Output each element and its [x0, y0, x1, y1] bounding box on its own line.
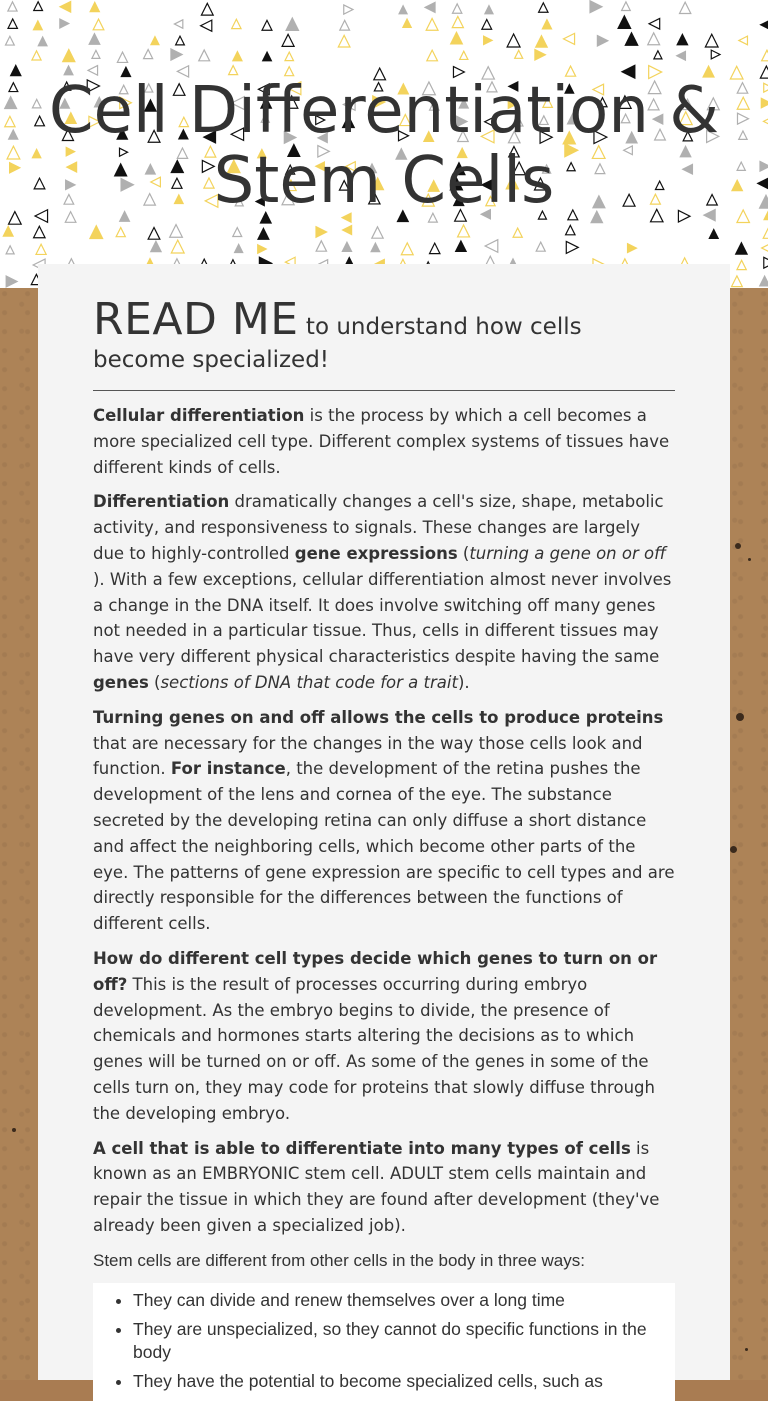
pattern-triangle: [5, 36, 14, 45]
page-title: [0, 76, 768, 216]
pattern-triangle: [233, 52, 242, 61]
pattern-triangle: [736, 243, 747, 254]
pattern-triangle: [711, 50, 720, 59]
term-differentiation: Differentiation: [93, 492, 230, 512]
pattern-triangle: [739, 36, 748, 45]
paragraph-text: Stem cells are different from other cells in the body in three ways:: [93, 1250, 585, 1270]
pattern-triangle: [151, 37, 159, 45]
pattern-triangle: [144, 50, 153, 59]
pattern-triangle: [89, 34, 100, 45]
pattern-triangle: [618, 16, 631, 29]
pattern-triangle: [628, 244, 637, 253]
pattern-triangle: [32, 51, 41, 60]
pattern-triangle: [371, 243, 380, 252]
pattern-triangle: [340, 20, 350, 30]
pattern-triangle: [171, 240, 184, 253]
pattern-triangle: [649, 18, 660, 29]
pattern-triangle: [648, 33, 660, 45]
paragraph-text: (: [457, 543, 470, 563]
paragraph-turning-genes: [93, 705, 675, 937]
pattern-triangle: [338, 35, 350, 47]
pattern-triangle: [709, 229, 718, 238]
definition-genes: sections of DNA that code for a trait: [160, 672, 458, 692]
paragraph-text: dramatically changes a cell's size, shape, metabolic activity, and responsiveness to signals. These changes are largely due to highly-controlled: [93, 492, 664, 563]
list-item: • They can divide and renew themselves over a long time: [133, 1289, 663, 1312]
pattern-triangle: [564, 33, 575, 44]
pattern-triangle: [427, 50, 438, 61]
pattern-triangle: [263, 52, 272, 61]
pattern-triangle: [590, 1, 602, 13]
pattern-triangle: [60, 1, 71, 12]
pattern-triangle: [761, 20, 768, 29]
pattern-triangle: [171, 49, 182, 60]
pattern-triangle: [485, 240, 498, 253]
term-gene-expressions: gene expressions: [294, 543, 458, 563]
pattern-triangle: [316, 227, 327, 238]
pattern-triangle: [262, 20, 272, 30]
pattern-triangle: [258, 245, 267, 254]
pattern-triangle: [316, 241, 326, 251]
pattern-triangle: [458, 225, 470, 237]
key-statement-proteins: Turning genes on and off allows the cells to produce proteins: [93, 707, 664, 727]
term-cellular-differentiation: Cellular differentiation: [93, 406, 305, 425]
pattern-triangle: [3, 226, 13, 236]
paragraph-text: ).: [457, 672, 470, 692]
pattern-triangle: [677, 51, 686, 60]
list-item: • They have the potential to become specialized cells, such as: [133, 1370, 663, 1393]
pattern-triangle: [176, 36, 185, 45]
pattern-triangle: [654, 51, 662, 59]
pattern-triangle: [452, 4, 461, 13]
pattern-triangle: [90, 226, 103, 239]
pattern-triangle: [151, 241, 161, 251]
pattern-triangle: [536, 36, 548, 48]
pattern-triangle: [199, 50, 210, 61]
pattern-triangle: [403, 19, 411, 27]
term-for-instance: For instance: [170, 759, 286, 779]
pattern-triangle: [513, 228, 522, 237]
pattern-triangle: [60, 19, 69, 28]
heading-divider: [93, 390, 675, 391]
pattern-triangle: [116, 227, 125, 236]
pattern-triangle: [342, 242, 351, 251]
cork-speck: [730, 846, 737, 853]
pattern-triangle: [117, 52, 127, 62]
pattern-triangle: [426, 18, 438, 30]
pattern-triangle: [425, 2, 435, 12]
paragraph-cellular-differentiation: [93, 403, 675, 480]
pattern-triangle: [90, 2, 99, 11]
cork-speck: [748, 558, 751, 561]
pattern-triangle: [452, 16, 463, 27]
pattern-triangle: [566, 241, 578, 253]
pattern-triangle: [507, 34, 520, 47]
definition-gene-expressions: turning a gene on or off: [469, 543, 667, 563]
pattern-triangle: [539, 3, 548, 12]
term-embryonic-stem-cell: A cell that is able to differentiate into many types of cells: [93, 1138, 631, 1158]
paragraph-text: that are necessary for the changes in the way those cells look and function.: [93, 733, 643, 779]
pattern-triangle: [764, 257, 768, 268]
pattern-triangle: [232, 19, 241, 28]
cork-speck: [745, 1348, 748, 1351]
pattern-triangle: [622, 2, 631, 11]
pattern-triangle: [679, 2, 690, 13]
paragraph-differentiation: [93, 489, 675, 695]
header-banner: [0, 0, 768, 288]
content-body: [93, 294, 675, 1401]
pattern-triangle: [93, 19, 104, 30]
cork-speck: [736, 713, 744, 721]
pattern-triangle: [515, 50, 523, 58]
pattern-triangle: [343, 226, 352, 235]
pattern-triangle: [732, 276, 743, 287]
pattern-triangle: [34, 226, 46, 238]
pattern-triangle: [6, 276, 17, 287]
pattern-triangle: [170, 225, 183, 238]
pattern-triangle: [201, 3, 213, 15]
pattern-triangle: [285, 52, 294, 61]
page-title-text: Cell Differentiation & Stem Cells: [48, 74, 720, 218]
pattern-triangle: [625, 33, 637, 45]
pattern-triangle: [677, 34, 687, 44]
readme-big-text: READ ME: [93, 294, 299, 345]
pattern-triangle: [484, 36, 492, 44]
pattern-triangle: [282, 34, 294, 46]
pattern-triangle: [36, 244, 46, 254]
pattern-triangle: [451, 32, 463, 44]
pattern-triangle: [705, 34, 718, 47]
pattern-triangle: [372, 227, 383, 238]
pattern-triangle: [762, 243, 768, 252]
pattern-triangle: [201, 20, 212, 31]
pattern-triangle: [762, 50, 768, 61]
pattern-triangle: [597, 36, 607, 46]
paragraph-cell-types-decide: [93, 946, 675, 1127]
pattern-triangle: [737, 260, 746, 269]
list-item: • They are unspecialized, so they cannot do specific functions in the body: [133, 1318, 663, 1364]
pattern-triangle: [38, 37, 47, 46]
pattern-triangle: [460, 51, 468, 59]
paragraph-text: , the development of the retina pushes the development of the lens and cornea of the eye. The substance secreted by the developing retina can only diffuse a short distance and affect the neighboring cells, which become other parts of the eye. The patterns of gene expression are specific to cell types and are directly responsible for the differences between the functions of different cells.: [93, 759, 675, 934]
pattern-triangle: [235, 244, 243, 252]
pattern-triangle: [430, 243, 440, 253]
pattern-triangle: [456, 241, 466, 251]
pattern-triangle: [92, 50, 100, 58]
pattern-triangle: [286, 18, 298, 30]
content-card: [38, 264, 730, 1391]
pattern-triangle: [233, 228, 242, 237]
paragraph-text: (: [148, 672, 161, 692]
paragraph-stem-cells: [93, 1136, 675, 1239]
paragraph-text: This is the result of processes occurring during embryo development. As the embryo begins to divide, the presence of chemicals and hormones starts altering the decisions as to which genes will be turned on or off. As some of the genes in some of the cells turn on, they may code for proteins that slowly diffuse through the developing embryo.: [93, 974, 655, 1123]
pattern-triangle: [63, 50, 75, 62]
pattern-triangle: [8, 19, 17, 28]
pattern-triangle: [566, 225, 575, 234]
paragraph-three-ways: [93, 1248, 675, 1274]
pattern-triangle: [34, 2, 43, 11]
pattern-triangle: [401, 243, 413, 255]
pattern-triangle: [482, 19, 492, 29]
pattern-triangle: [33, 21, 42, 30]
question-cell-types: How do different cell types decide which genes to turn on or off?: [93, 948, 658, 994]
pattern-triangle: [174, 20, 182, 28]
pattern-triangle: [485, 6, 493, 14]
pattern-triangle: [542, 20, 551, 29]
cork-speck: [12, 1128, 16, 1132]
pattern-triangle: [763, 226, 768, 238]
paragraph-text: is known as an EMBRYONIC stem cell. ADULT stem cells maintain and repair the tissue in which they are found after development (they've already been given a specialized job).: [93, 1138, 660, 1235]
pattern-triangle: [6, 246, 14, 254]
pattern-triangle: [11, 65, 21, 75]
pattern-triangle: [760, 276, 768, 286]
paragraph-text: is the process by which a cell becomes a more specialized cell type. Different complex systems of tissues have different kinds of cells.: [93, 406, 670, 477]
pattern-triangle: [536, 242, 545, 251]
readme-small-text: to understand how cells become specialized!: [93, 314, 582, 373]
pattern-triangle: [399, 6, 407, 14]
pattern-triangle: [344, 5, 353, 14]
term-genes: genes: [93, 672, 149, 692]
cork-speck: [735, 543, 741, 549]
pattern-triangle: [8, 2, 17, 11]
pattern-triangle: [148, 227, 160, 239]
paragraph-text: ). With a few exceptions, cellular differentiation almost never involves a change in the DNA itself. It does involve switching off many genes not needed in a particular tissue. Thus, cells in different tissues may have very different physical characteristics despite having the same: [93, 569, 672, 667]
readme-heading: [93, 294, 675, 376]
pattern-triangle: [258, 228, 269, 239]
pattern-triangle: [535, 50, 545, 60]
stem-cell-traits-list: [93, 1283, 675, 1401]
